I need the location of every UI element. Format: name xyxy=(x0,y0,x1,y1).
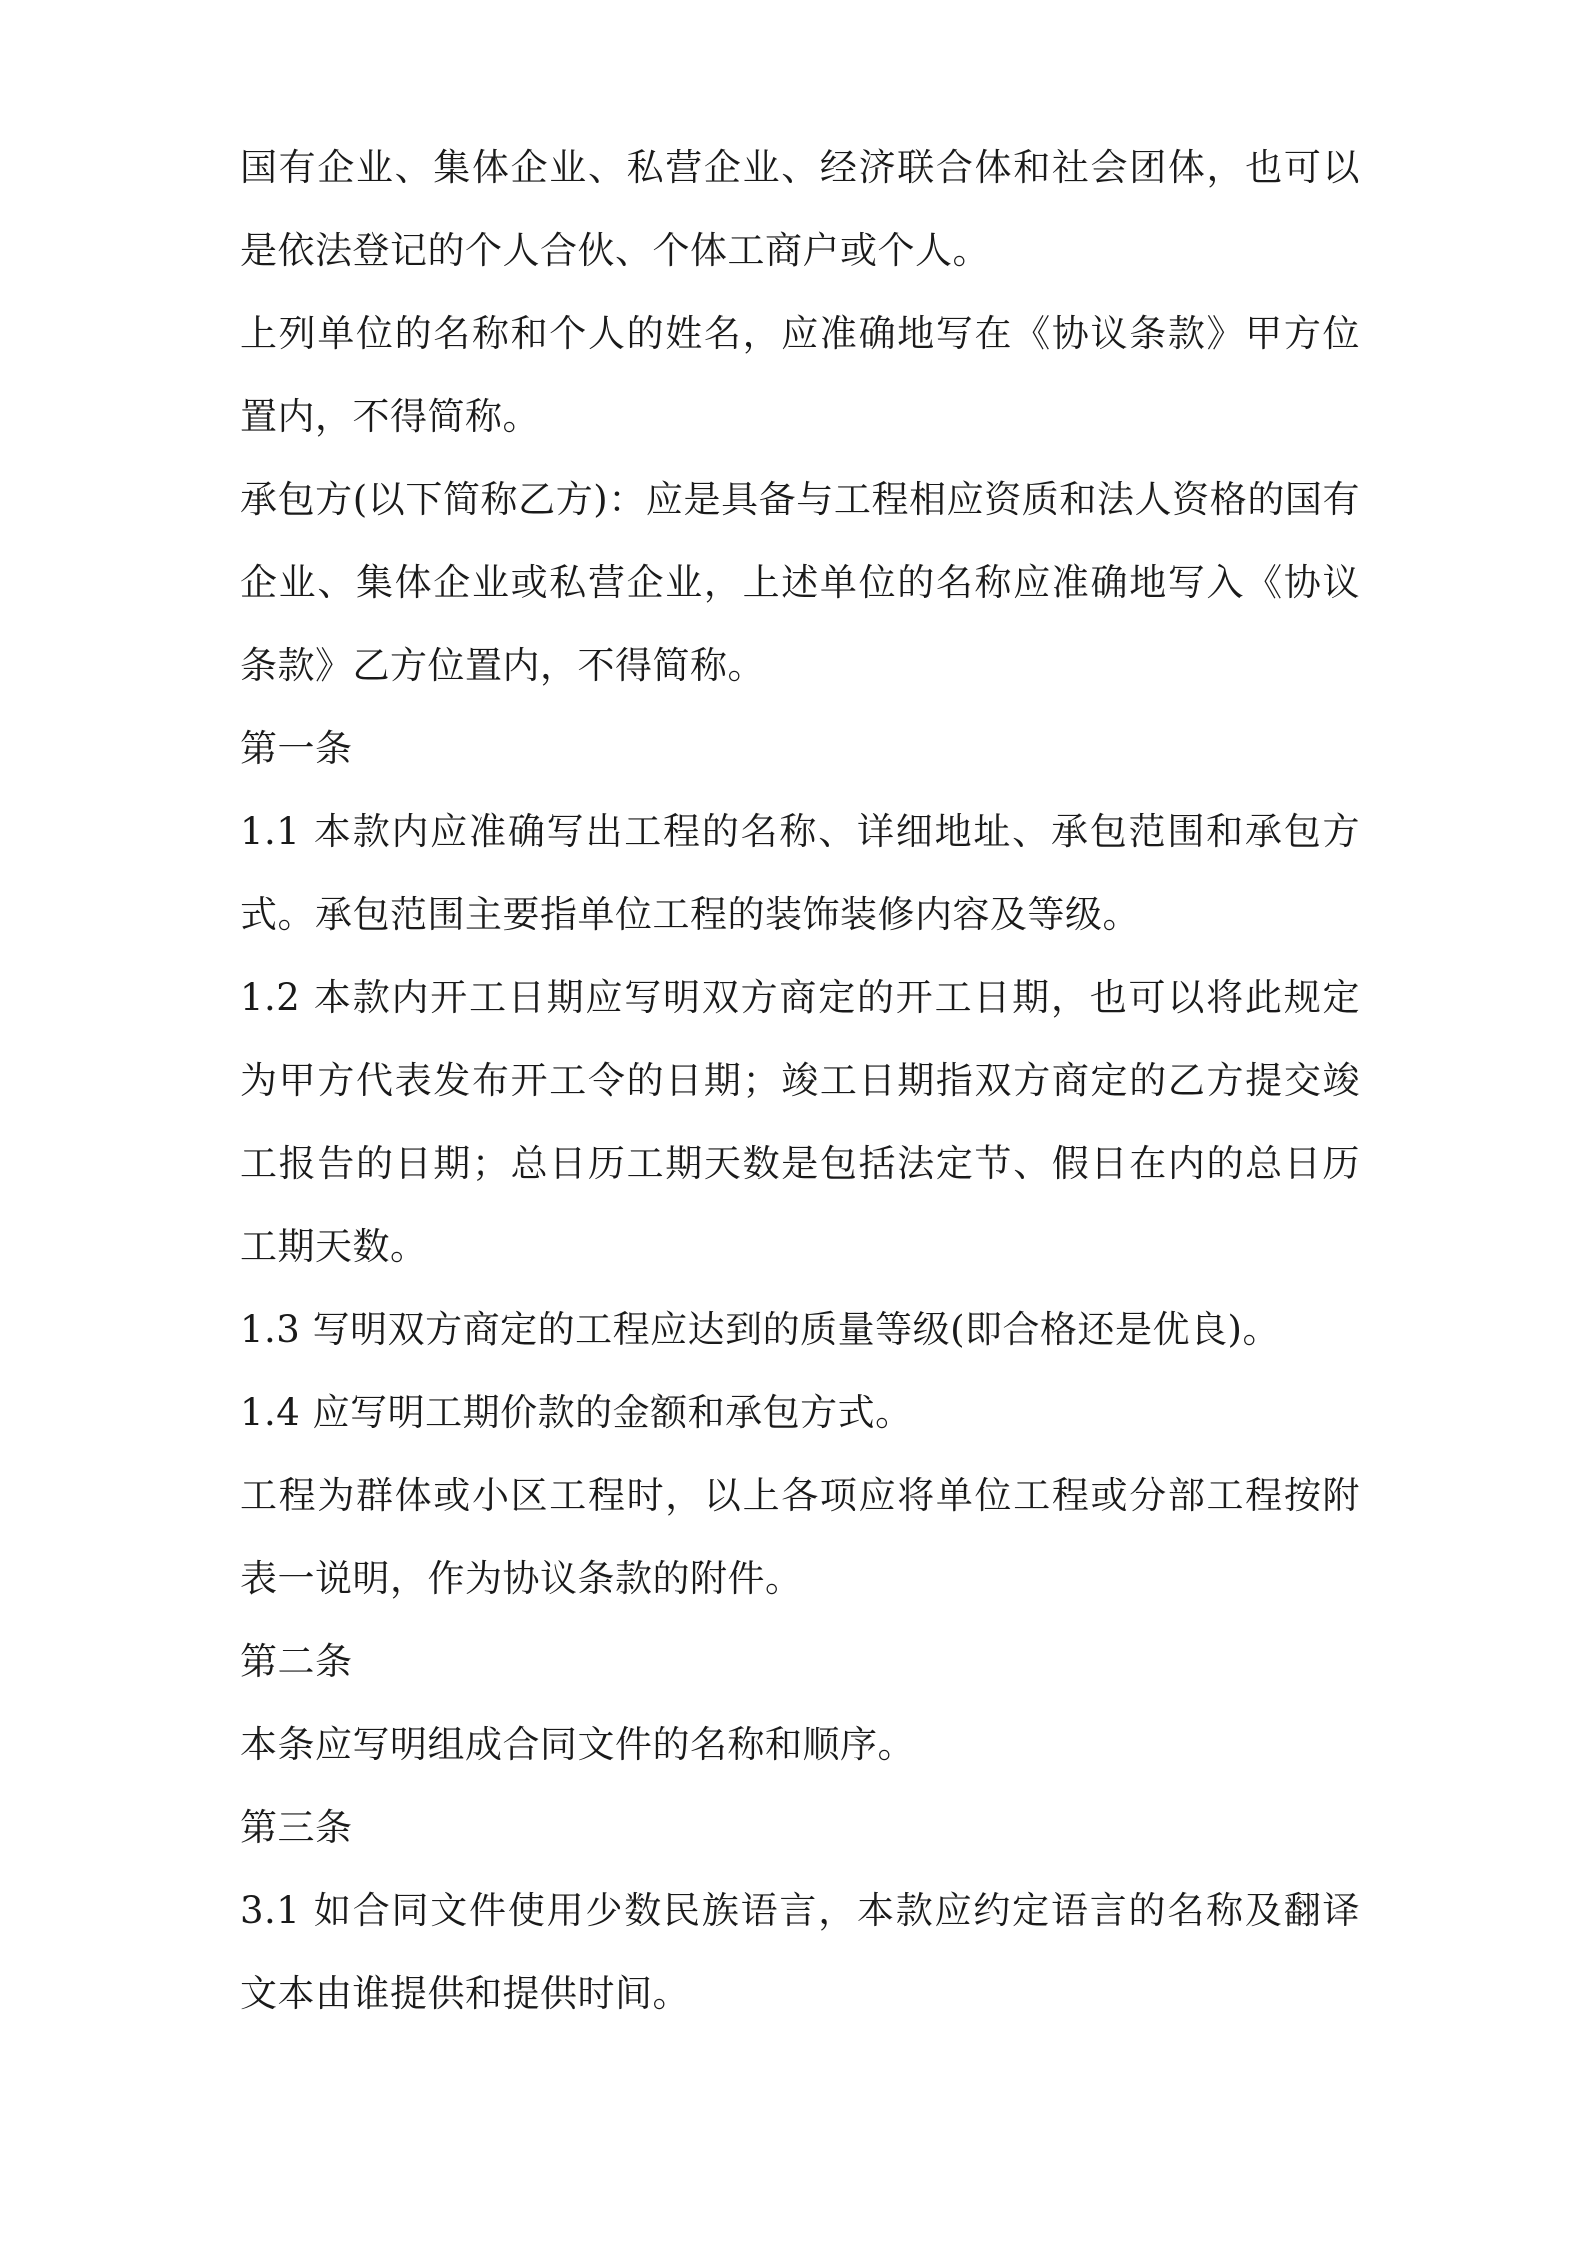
paragraph-party-a-name: 上列单位的名称和个人的姓名，应准确地写在《协议条款》甲方位置内，不得简称。 xyxy=(240,312,1360,438)
paragraph-clause-1-4: 1.4 应写明工期价款的金额和承包方式。 xyxy=(240,1391,913,1434)
document-page xyxy=(240,126,1360,2035)
heading-article-1: 第一条 xyxy=(240,727,353,770)
heading-article-2: 第二条 xyxy=(240,1640,353,1683)
paragraph-article-2: 本条应写明组成合同文件的名称和顺序。 xyxy=(240,1723,915,1766)
paragraph-clause-1-3: 1.3 写明双方商定的工程应达到的质量等级(即合格还是优良)。 xyxy=(240,1308,1280,1351)
paragraph-parties-types: 国有企业、集体企业、私营企业、经济联合体和社会团体，也可以是依法登记的个人合伙、个体工商户或个人。 xyxy=(240,146,1360,272)
paragraph-contractor: 承包方(以下简称乙方)：应是具备与工程相应资质和法人资格的国有企业、集体企业或私营企业，上述单位的名称应准确地写入《协议条款》乙方位置内，不得简称。 xyxy=(240,478,1360,687)
paragraph-clause-1-2: 1.2 本款内开工日期应写明双方商定的开工日期，也可以将此规定为甲方代表发布开工令的日期；竣工日期指双方商定的乙方提交竣工报告的日期；总日历工期天数是包括法定节、假日在内的总日历工期天数。 xyxy=(240,976,1360,1268)
paragraph-clause-3-1: 3.1 如合同文件使用少数民族语言，本款应约定语言的名称及翻译文本由谁提供和提供时间。 xyxy=(240,1889,1360,2015)
heading-article-3: 第三条 xyxy=(240,1806,353,1849)
paragraph-clause-1-1: 1.1 本款内应准确写出工程的名称、详细地址、承包范围和承包方式。承包范围主要指单位工程的装饰装修内容及等级。 xyxy=(240,810,1360,936)
paragraph-group-projects: 工程为群体或小区工程时，以上各项应将单位工程或分部工程按附表一说明，作为协议条款的附件。 xyxy=(240,1474,1360,1600)
